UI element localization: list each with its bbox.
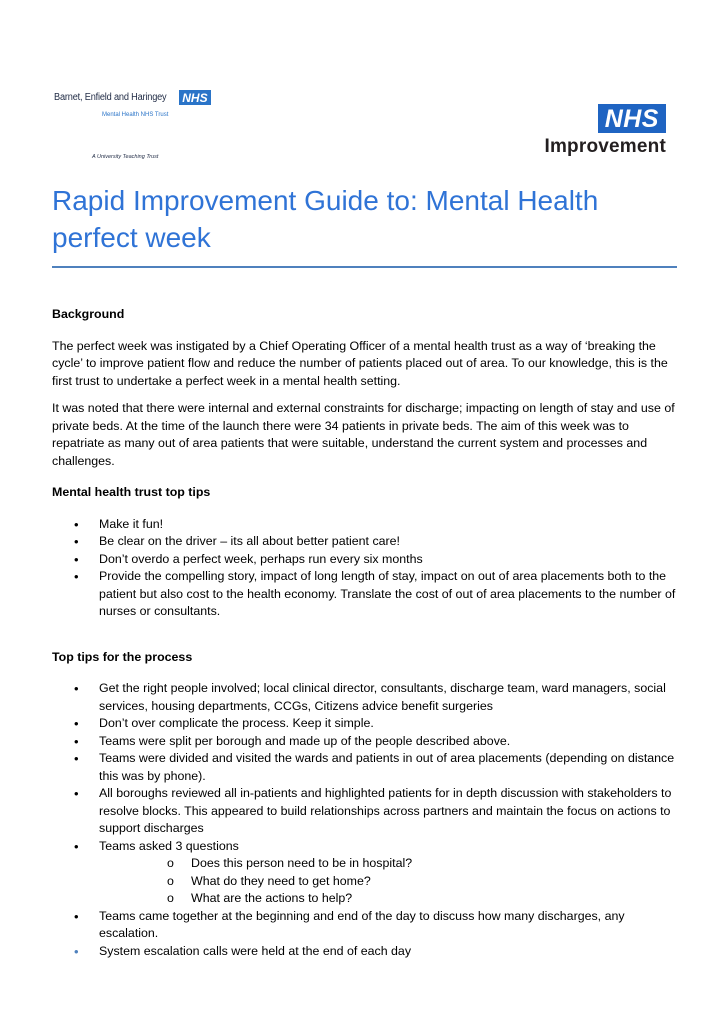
list-item-text: All boroughs reviewed all in-patients and highlighted patients for in depth discussion with stakeholders to resolve blocks. This appeared to build relationships across partners and maintain the focus on actions to support discharges: [99, 786, 672, 835]
list-item-text: System escalation calls were held at the end of each day: [99, 943, 412, 958]
list-item: [52, 733, 682, 751]
page-title-line2: perfect week: [52, 222, 211, 253]
questions-sublist: [99, 855, 682, 908]
trust-tips-heading: Mental health trust top tips: [52, 485, 211, 499]
bullet-icon: •: [74, 716, 79, 731]
sub-list-item-text: What do they need to get home?: [191, 873, 371, 888]
trust-nhs-badge: NHS: [179, 90, 210, 105]
bullet-icon: •: [74, 551, 79, 567]
list-item-text: Provide the compelling story, impact of long length of stay, impact on out of area placements both to the patient but also cost to the health economy. Translate the cost of out of area placements to the number of nurses or consultants.: [99, 569, 676, 618]
bullet-icon: •: [74, 516, 79, 532]
list-item: [52, 838, 682, 908]
bullet-icon: •: [74, 534, 79, 549]
list-item-text: Be clear on the driver – its all about better patient care!: [99, 534, 400, 548]
nhs-improvement-logo: [516, 104, 666, 160]
bullet-icon: •: [74, 786, 79, 801]
list-item: [52, 750, 682, 785]
page-title: [52, 182, 652, 256]
bullet-icon: •: [74, 751, 79, 766]
process-tips-list: [52, 680, 682, 960]
list-item: [52, 908, 682, 943]
sub-list-item-text: What are the actions to help?: [191, 891, 353, 905]
sub-list-item: [99, 873, 682, 891]
list-item-text: Teams came together at the beginning and end of the day to discuss how many discharges, any escalation.: [99, 908, 625, 940]
list-item-text: Don’t over complicate the process. Keep it simple.: [99, 716, 374, 730]
list-item: [52, 715, 682, 733]
bullet-icon: •: [74, 681, 79, 696]
nhs-improvement-label: Improvement: [544, 136, 666, 157]
sub-list-item: [99, 890, 682, 908]
list-item: [52, 568, 682, 621]
document-body: [52, 306, 682, 960]
sub-list-item: [99, 855, 682, 873]
trust-tagline: A University Teaching Trust: [92, 154, 159, 160]
nhs-improvement-badge: NHS: [598, 104, 666, 133]
circle-bullet-icon: o: [167, 891, 174, 905]
circle-bullet-icon: o: [167, 856, 174, 870]
bullet-icon: •: [74, 943, 79, 959]
bullet-icon: •: [74, 733, 79, 749]
bullet-icon: •: [74, 569, 79, 584]
list-item-text: Teams were divided and visited the wards and patients in out of area placements (depending on distance this was by phone).: [99, 751, 675, 783]
list-item-text: Teams were split per borough and made up of the people described above.: [99, 733, 511, 748]
list-item-text: Get the right people involved; local clinical director, consultants, discharge team, ward managers, social services, housing departments, CCGs, Citizens advice benefit surgeries: [99, 681, 666, 713]
sub-list-item-text: Does this person need to be in hospital?: [191, 856, 413, 870]
list-item: [52, 785, 682, 838]
trust-name: Barnet, Enfield and Haringey: [54, 92, 167, 103]
list-item-text: Don’t overdo a perfect week, perhaps run every six months: [99, 551, 423, 566]
list-item: [52, 533, 682, 551]
list-item: [52, 516, 682, 534]
list-item: [52, 680, 682, 715]
background-paragraph-2: It was noted that there were internal and external constraints for discharge; impacting on length of stay and use of private beds. At the time of the launch there were 34 patients in private beds. The aim of this week was to repatriate as many out of area patients that were suitable, understand the current system and processes and challenges.: [52, 401, 675, 468]
trust-logo: [54, 84, 208, 174]
background-paragraph-1: The perfect week was instigated by a Chief Operating Officer of a mental health trust as a way of ‘breaking the cycle’ to improve patient flow and reduce the number of patients placed out of area. To our knowledge, this is the first trust to undertake a perfect week in a mental health setting.: [52, 338, 668, 388]
trust-subtitle: Mental Health NHS Trust: [102, 112, 169, 118]
title-divider: [52, 266, 677, 268]
bullet-icon: •: [74, 908, 79, 924]
process-tips-heading: Top tips for the process: [52, 649, 193, 664]
page-title-line1: Rapid Improvement Guide to: Mental Health: [52, 185, 599, 216]
trust-name-row: [54, 90, 211, 105]
list-item: [52, 943, 682, 961]
circle-bullet-icon: o: [167, 873, 174, 888]
list-item-text: Teams asked 3 questions: [99, 838, 239, 853]
background-heading: Background: [52, 307, 125, 321]
trust-tips-list: [52, 516, 682, 621]
list-item: [52, 551, 682, 569]
bullet-icon: •: [74, 838, 79, 854]
list-item-text: Make it fun!: [99, 516, 164, 531]
